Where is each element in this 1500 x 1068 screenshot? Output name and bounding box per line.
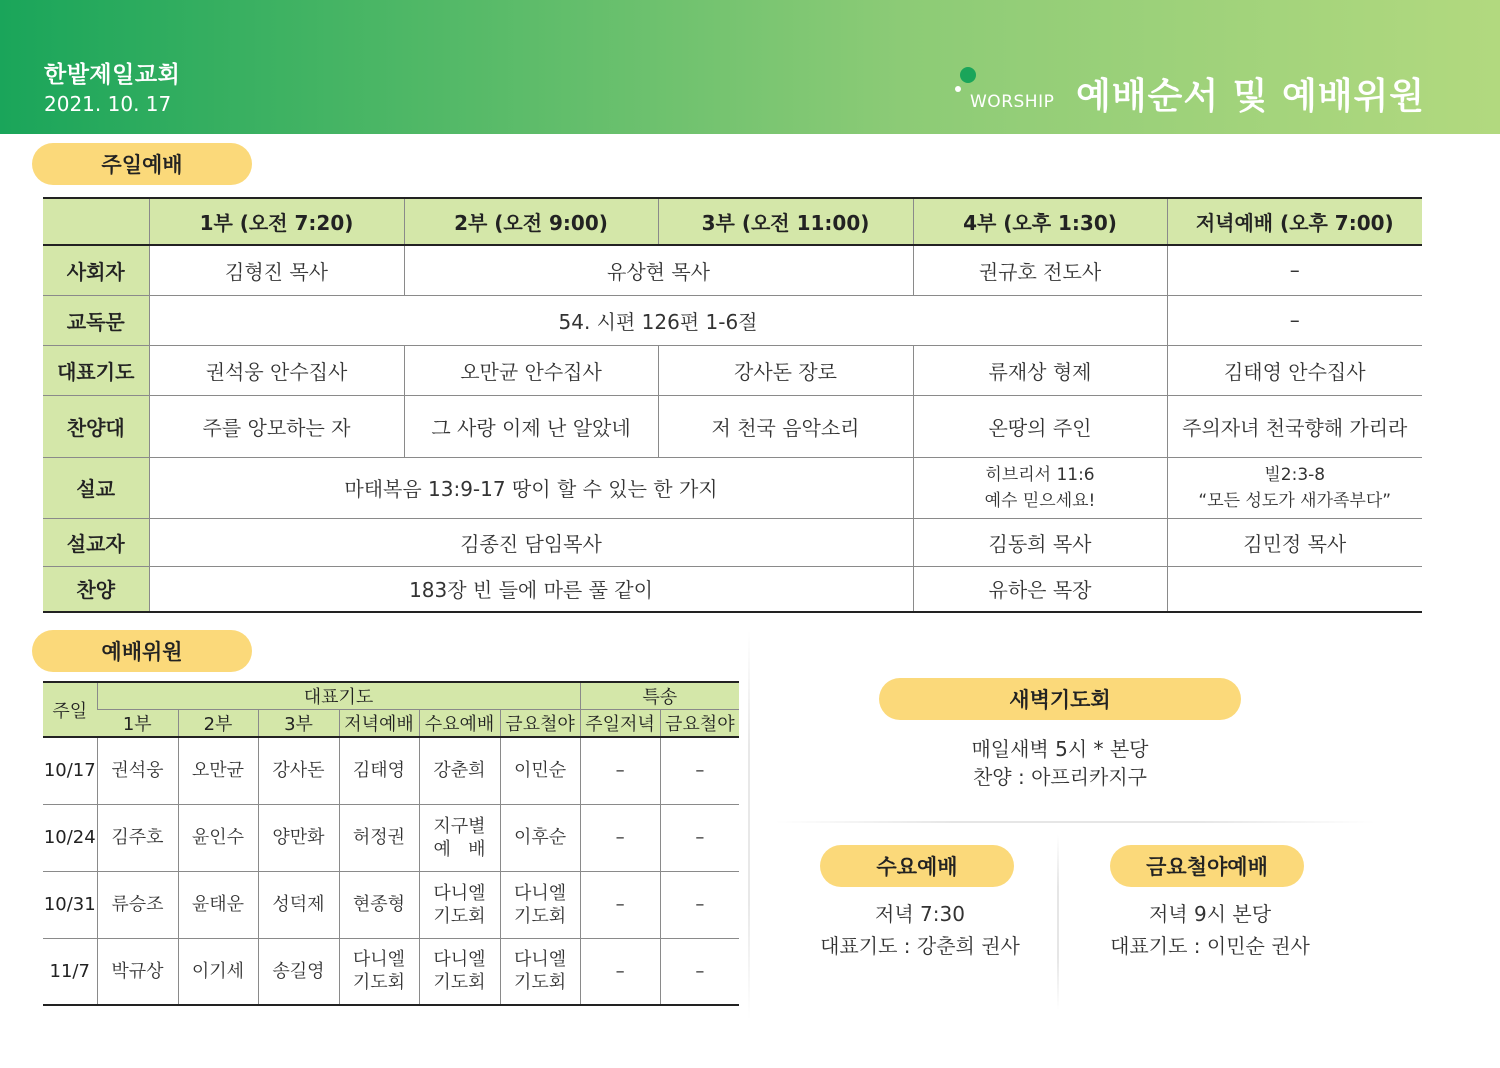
corner-cell <box>43 198 149 245</box>
divider <box>775 821 1375 823</box>
cell-line: 예 배 <box>433 838 486 860</box>
table-cell <box>339 938 419 1005</box>
cell-line: 기도회 <box>513 905 567 927</box>
date-cell: 10/24 <box>43 804 97 871</box>
column-header: 2부 <box>178 710 258 738</box>
cell-line: 기도회 <box>513 972 567 994</box>
table-cell: 주의자녀 천국향해 가리라 <box>1167 395 1422 457</box>
table-row <box>43 938 739 1005</box>
table-cell: – <box>1167 295 1422 345</box>
table-cell: 오만균 안수집사 <box>404 345 658 395</box>
date-cell: 11/7 <box>43 938 97 1005</box>
table-cell: 183장 빈 들에 마른 풀 같이 <box>149 566 913 612</box>
cell-line: 다니엘 <box>433 949 486 971</box>
table-cell: – <box>660 871 739 938</box>
column-header: 1부 <box>97 710 178 738</box>
table-row <box>43 871 739 938</box>
table-cell: 김동희 목사 <box>913 518 1167 566</box>
worship-staff-table <box>43 681 739 1006</box>
table-row <box>43 518 1422 566</box>
table-row <box>43 804 739 871</box>
table-cell: 온땅의 주인 <box>913 395 1167 457</box>
table-cell: 김태영 <box>339 737 419 804</box>
cell-line: 예수 믿으세요! <box>984 490 1096 511</box>
table-cell: 윤태운 <box>178 871 258 938</box>
wednesday-service-info <box>790 900 1050 960</box>
table-cell <box>419 804 500 871</box>
church-name: 한밭제일교회 <box>44 62 181 88</box>
divider <box>748 630 750 1020</box>
table-row <box>43 737 739 804</box>
table-cell: 현종형 <box>339 871 419 938</box>
table-cell: 김민정 목사 <box>1167 518 1422 566</box>
page-title: 예배순서 및 예배위원 <box>1076 76 1426 117</box>
worship-staff-pill: 예배위원 <box>32 630 252 672</box>
table-cell: 류재상 형제 <box>913 345 1167 395</box>
table-cell: 이후순 <box>500 804 580 871</box>
table-cell: 그 사랑 이제 난 알았네 <box>404 395 658 457</box>
cell-line: 기도회 <box>433 972 486 994</box>
table-cell: 허정권 <box>339 804 419 871</box>
wednesday-line: 대표기도 : 강춘희 권사 <box>820 934 1020 958</box>
column-header: 금요철야 <box>660 710 739 738</box>
table-cell: 오만균 <box>178 737 258 804</box>
table-cell: 강사돈 장로 <box>658 345 913 395</box>
table-row <box>43 457 1422 518</box>
table-cell: – <box>580 737 660 804</box>
table-cell <box>1167 566 1422 612</box>
friday-service-pill: 금요철야예배 <box>1110 845 1304 887</box>
table-cell: – <box>580 871 660 938</box>
column-header: 주일 <box>43 682 97 737</box>
divider <box>1057 835 1059 1010</box>
table-header-row <box>43 710 739 738</box>
table-cell: 이기세 <box>178 938 258 1005</box>
table-cell <box>500 871 580 938</box>
table-header-row <box>43 682 739 710</box>
table-cell: 김주호 <box>97 804 178 871</box>
table-cell <box>419 871 500 938</box>
column-header: 저녁예배 <box>339 710 419 738</box>
sunday-service-table <box>43 197 1422 613</box>
column-header: 저녁예배 (오후 7:00) <box>1167 198 1422 245</box>
wednesday-service-pill: 수요예배 <box>820 845 1014 887</box>
table-cell <box>1167 457 1422 518</box>
row-header: 설교자 <box>43 518 149 566</box>
table-row <box>43 345 1422 395</box>
table-cell: 이민순 <box>500 737 580 804</box>
table-cell <box>500 938 580 1005</box>
table-cell: 유상현 목사 <box>404 245 913 295</box>
table-row <box>43 395 1422 457</box>
table-cell: 강사돈 <box>258 737 339 804</box>
column-header: 3부 <box>258 710 339 738</box>
column-header: 주일저녁 <box>580 710 660 738</box>
dawn-prayer-line: 매일새벽 5시 * 본당 <box>971 737 1149 761</box>
table-cell <box>419 938 500 1005</box>
table-cell: 양만화 <box>258 804 339 871</box>
table-cell: – <box>660 737 739 804</box>
dawn-prayer-line: 찬양 : 아프리카지구 <box>972 765 1147 789</box>
table-row <box>43 566 1422 612</box>
cell-line: 기도회 <box>352 972 406 994</box>
table-cell: – <box>660 804 739 871</box>
column-header: 1부 (오전 7:20) <box>149 198 404 245</box>
table-cell: 권석웅 안수집사 <box>149 345 404 395</box>
dawn-prayer-pill: 새벽기도회 <box>879 678 1241 720</box>
column-header: 금요철야 <box>500 710 580 738</box>
table-header-row <box>43 198 1422 245</box>
column-group-header: 대표기도 <box>97 682 580 710</box>
table-cell: – <box>580 804 660 871</box>
worship-label: WORSHIP <box>970 92 1055 112</box>
dawn-prayer-info <box>880 735 1240 791</box>
small-dot-icon <box>955 86 961 92</box>
table-cell: 류승조 <box>97 871 178 938</box>
table-cell: 권규호 전도사 <box>913 245 1167 295</box>
table-cell: 김형진 목사 <box>149 245 404 295</box>
table-cell: – <box>580 938 660 1005</box>
column-group-header: 특송 <box>580 682 739 710</box>
cell-line: “모든 성도가 새가족부다” <box>1198 490 1392 511</box>
table-cell: 김태영 안수집사 <box>1167 345 1422 395</box>
table-row <box>43 295 1422 345</box>
table-cell: 54. 시편 126편 1-6절 <box>149 295 1167 345</box>
table-cell: 김종진 담임목사 <box>149 518 913 566</box>
table-cell: 송길영 <box>258 938 339 1005</box>
table-cell: 박규상 <box>97 938 178 1005</box>
row-header: 찬양대 <box>43 395 149 457</box>
table-cell: 마태복음 13:9-17 땅이 할 수 있는 한 가지 <box>149 457 913 518</box>
column-header: 3부 (오전 11:00) <box>658 198 913 245</box>
table-cell: 윤인수 <box>178 804 258 871</box>
row-header: 설교 <box>43 457 149 518</box>
column-header: 2부 (오전 9:00) <box>404 198 658 245</box>
row-header: 대표기도 <box>43 345 149 395</box>
cell-line: 히브리서 11:6 <box>985 464 1095 485</box>
wednesday-line: 저녁 7:30 <box>875 902 965 926</box>
table-cell <box>913 457 1167 518</box>
column-header: 수요예배 <box>419 710 500 738</box>
table-cell: – <box>660 938 739 1005</box>
row-header: 사회자 <box>43 245 149 295</box>
table-cell: – <box>1167 245 1422 295</box>
table-cell: 권석웅 <box>97 737 178 804</box>
row-header: 찬양 <box>43 566 149 612</box>
cell-line: 기도회 <box>433 905 486 927</box>
table-cell: 주를 앙모하는 자 <box>149 395 404 457</box>
bulletin-date: 2021. 10. 17 <box>44 92 172 116</box>
friday-line: 대표기도 : 이민순 권사 <box>1110 934 1310 958</box>
row-header: 교독문 <box>43 295 149 345</box>
column-header: 4부 (오후 1:30) <box>913 198 1167 245</box>
table-cell: 강춘희 <box>419 737 500 804</box>
cell-line: 다니엘 <box>352 949 406 971</box>
date-cell: 10/31 <box>43 871 97 938</box>
sunday-service-pill: 주일예배 <box>32 143 252 185</box>
cell-line: 빌2:3-8 <box>1264 464 1326 485</box>
table-cell: 저 천국 음악소리 <box>658 395 913 457</box>
table-row <box>43 245 1422 295</box>
header-banner <box>0 0 1500 134</box>
cell-line: 지구별 <box>433 815 486 837</box>
cell-line: 다니엘 <box>513 882 567 904</box>
dot-icon <box>960 67 976 83</box>
date-cell: 10/17 <box>43 737 97 804</box>
friday-service-info <box>1080 900 1340 960</box>
cell-line: 다니엘 <box>513 949 567 971</box>
friday-line: 저녁 9시 본당 <box>1148 902 1272 926</box>
cell-line: 다니엘 <box>433 882 486 904</box>
table-cell: 유하은 목장 <box>913 566 1167 612</box>
table-cell: 성덕제 <box>258 871 339 938</box>
